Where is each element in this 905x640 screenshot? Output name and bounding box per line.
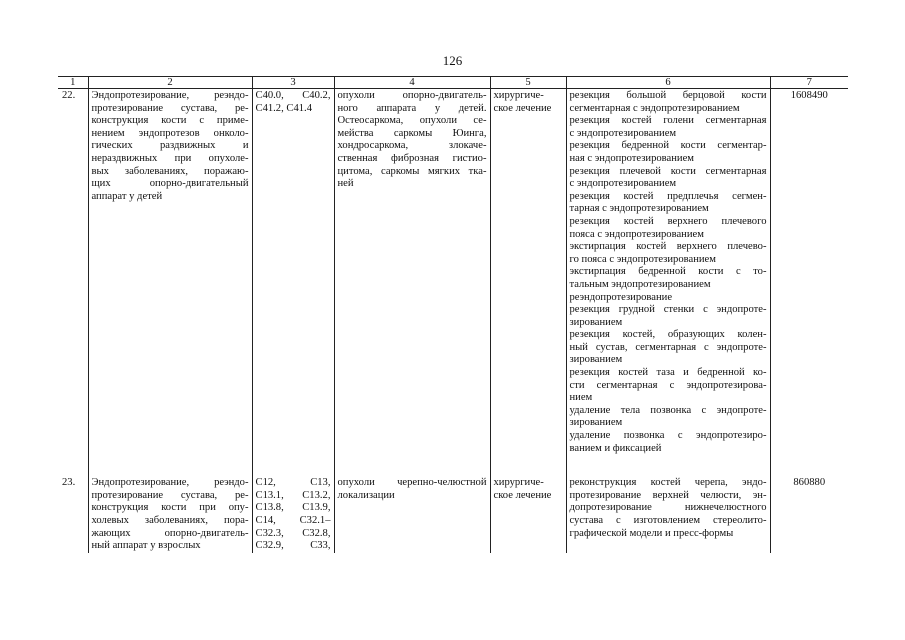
text-line: вых заболеваниях, поражаю- <box>91 165 249 177</box>
patient-model <box>334 476 490 553</box>
care-type-name <box>88 476 252 553</box>
icd-code: C13.2, <box>302 489 331 501</box>
method-line: реконструкция костей черепа, эндо- <box>569 477 767 489</box>
text-line: мейства саркомы Юинга, <box>337 127 487 139</box>
text-line: цитома, саркомы мягких тка- <box>337 165 487 177</box>
method-line: экстирпация бедренной кости с то- <box>569 266 767 278</box>
spacer-cell <box>58 455 88 476</box>
text-line: холевых заболеваниях, пора- <box>91 515 249 526</box>
method-line: резекция костей, образующих колен- <box>569 329 767 341</box>
column-header: 3 <box>252 77 334 89</box>
text-line: гических раздвижных и <box>91 140 249 152</box>
method-line: зированием <box>569 316 623 328</box>
codes-line <box>256 515 331 528</box>
method-line: протезирование верхней челюсти, эн- <box>569 489 767 501</box>
icd-code: C32.9, <box>255 540 284 552</box>
text-line: протезирование сустава, ре- <box>91 102 249 114</box>
text-line: аппарат у детей <box>91 190 163 202</box>
method-line: резекция грудной стенки с эндопроте- <box>569 304 767 316</box>
method-line: графической модели и пресс-формы <box>569 527 734 539</box>
method-line: допротезирование нижнечелюстного <box>569 502 767 514</box>
treatment-kind <box>490 476 566 553</box>
column-header: 7 <box>770 77 848 89</box>
icd-code: C32.8, <box>302 527 331 539</box>
spacer-cell <box>566 455 770 476</box>
text-line: хирургиче- <box>493 477 544 489</box>
column-header: 4 <box>334 77 490 89</box>
text-line: Остеосаркома, опухоли се- <box>337 115 487 127</box>
method-line: тальным эндопротезированием <box>569 278 711 290</box>
method-line: сегментарная с эндопротезированием <box>569 102 740 114</box>
text-line: щих опорно-двигательный <box>91 178 249 190</box>
method-line: резекция плечевой кости сегментарная <box>569 165 767 177</box>
table-row <box>58 89 848 456</box>
patient-model <box>334 89 490 456</box>
codes-line <box>256 540 331 553</box>
codes-line <box>256 90 331 103</box>
icd-code: C40.0, <box>255 90 284 101</box>
text-line: ней <box>337 178 354 190</box>
care-type-name <box>88 89 252 456</box>
method-line: зированием <box>569 417 623 429</box>
method-line: с эндопротезированием <box>569 178 677 190</box>
icd-code: C32.1– <box>299 515 331 526</box>
method-line: резекция костей голени сегментарная <box>569 115 767 127</box>
codes-line <box>256 103 331 116</box>
method-line: тарная с эндопротезированием <box>569 203 709 215</box>
text-line: Эндопротезирование, реэндо- <box>91 90 249 101</box>
icd-code: C41.2, C41.4 <box>255 102 313 114</box>
method-line: резекция костей таза и бедренной ко- <box>569 367 767 379</box>
row-number: 22. <box>62 90 76 101</box>
method-line: резекция бедренной кости сегментар- <box>569 140 767 152</box>
icd-code: C32.3, <box>255 527 284 539</box>
text-line: Эндопротезирование, реэндо- <box>91 477 249 489</box>
spacer-cell <box>334 455 490 476</box>
text-line: нением эндопротезов онколо- <box>91 127 249 139</box>
text-line: опухоли черепно-челюстной <box>337 477 487 489</box>
icd-code: C14, <box>255 515 276 526</box>
icd-codes <box>252 89 334 456</box>
icd-code: C33, <box>310 540 331 552</box>
row-number: 23. <box>62 477 76 489</box>
text-line: жающих опорно-двигатель- <box>91 527 249 539</box>
cost-norm: 1608490 <box>770 89 848 456</box>
column-header: 6 <box>566 77 770 89</box>
text-line: ское лечение <box>493 102 552 114</box>
method-line: резекция большой берцовой кости <box>569 90 767 101</box>
text-line: конструкция кости с приме- <box>91 115 249 127</box>
icd-code: C40.2, <box>302 90 331 101</box>
text-line: хондросаркома, злокаче- <box>337 140 487 152</box>
text-line: хирургиче- <box>493 90 544 101</box>
method-line: экстирпация костей верхнего плечево- <box>569 241 767 253</box>
method-line: сти сегментарная с эндопротезирова- <box>569 379 767 391</box>
text-line: конструкция кости при опу- <box>91 502 249 514</box>
method-line: нием <box>569 392 593 404</box>
treatment-methods <box>566 89 770 456</box>
method-line: ванием и фиксацией <box>569 442 662 454</box>
table-row <box>58 476 848 553</box>
treatment-methods <box>566 476 770 553</box>
icd-code: C13, <box>310 477 331 489</box>
method-line: с эндопротезированием <box>569 127 677 139</box>
method-line: удаление тела позвонка с эндопроте- <box>569 404 767 416</box>
treatment-kind <box>490 89 566 456</box>
row-spacer <box>58 455 848 476</box>
icd-codes <box>252 476 334 553</box>
text-line: нераздвижных при опухоле- <box>91 152 249 164</box>
text-line: ный аппарат у взрослых <box>91 540 201 552</box>
text-line: ного аппарата у детей. <box>337 102 487 114</box>
codes-line <box>256 502 331 515</box>
method-line: ный сустав, сегментарная с эндопроте- <box>569 341 767 353</box>
spacer-cell <box>770 455 848 476</box>
icd-code: C13.9, <box>302 502 331 514</box>
text-line: локализации <box>337 489 395 501</box>
codes-line <box>256 477 331 490</box>
cost-norm: 860880 <box>770 476 848 553</box>
method-line: ная с эндопротезированием <box>569 152 694 164</box>
text-line: ственная фиброзная гистио- <box>337 152 487 164</box>
method-line: го пояса с эндопротезированием <box>569 253 716 265</box>
page-number: 126 <box>442 53 463 68</box>
method-line: резекция костей предплечья сегмен- <box>569 190 767 202</box>
spacer-cell <box>490 455 566 476</box>
text-line: ское лечение <box>493 489 552 501</box>
icd-code: C12, <box>255 477 276 489</box>
codes-line <box>256 490 331 503</box>
text-line: протезирование сустава, ре- <box>91 489 249 501</box>
column-header: 2 <box>88 77 252 89</box>
text-line: опухоли опорно-двигатель- <box>337 90 487 101</box>
column-number-header <box>58 77 848 89</box>
method-line: пояса с эндопротезированием <box>569 228 704 240</box>
method-line: зированием <box>569 354 623 366</box>
method-line: сустава с изготовлением стереолито- <box>569 515 767 526</box>
method-line: реэндопротезирование <box>569 291 673 303</box>
codes-line <box>256 528 331 541</box>
icd-code: C13.1, <box>255 489 284 501</box>
medical-care-table <box>58 76 848 553</box>
method-line: резекция костей верхнего плечевого <box>569 215 767 227</box>
column-header: 1 <box>58 77 88 89</box>
spacer-cell <box>88 455 252 476</box>
spacer-cell <box>252 455 334 476</box>
method-line: удаление позвонка с эндопротезиро- <box>569 430 767 442</box>
column-header: 5 <box>490 77 566 89</box>
icd-code: C13.8, <box>255 502 284 514</box>
